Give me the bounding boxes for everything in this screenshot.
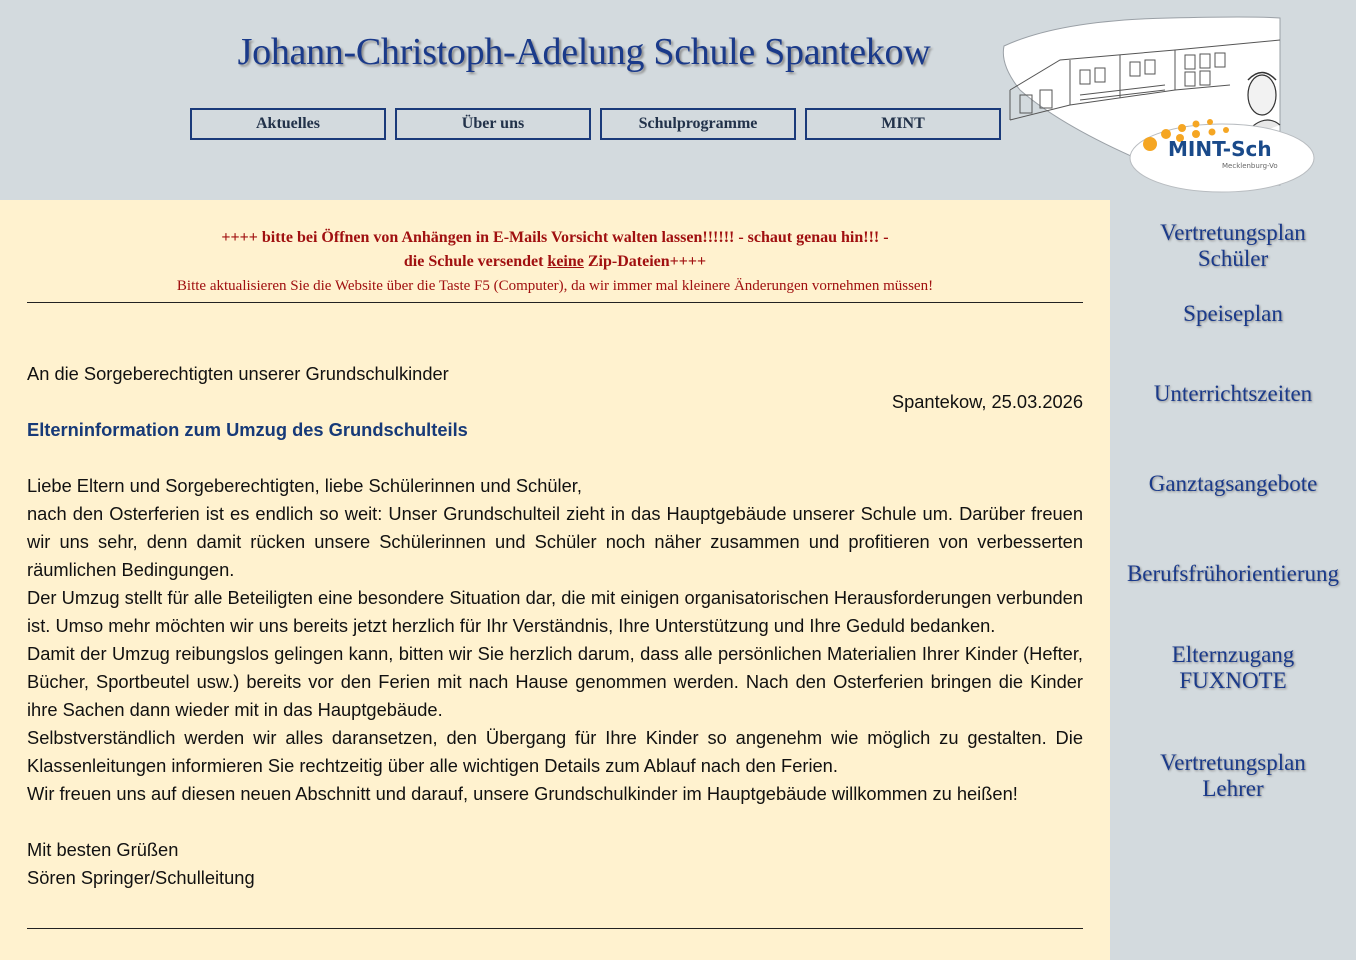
sidebar-link-vertretungsplan-schueler[interactable]: Vertretungsplan Schüler <box>1160 220 1306 271</box>
letter-paragraph: Damit der Umzug reibungslos gelingen kann, bitten wir Sie herzlich darum, dass alle persönlichen Materialien Ihrer Kinder (Hefter, Bücher, Sportbeutel usw.) bereits vor den Ferien mit nach Hause genommen werden. Nach den Osterferien bringen die Kinder ihre Sachen dann wieder mit in das Hauptgebäude. <box>27 643 1083 720</box>
header <box>0 0 1280 200</box>
letter-paragraph: Wir freuen uns auf diesen neuen Abschnitt und darauf, unsere Grundschulkinder im Hauptgebäude willkommen zu heißen! <box>27 783 1018 804</box>
nav-button-ueber-uns[interactable]: Über uns <box>395 108 591 140</box>
sidebar-link-ganztagsangebote[interactable]: Ganztagsangebote <box>1148 471 1318 496</box>
letter-closing: Mit besten Grüßen <box>27 839 179 860</box>
notice-banner <box>27 226 1083 298</box>
divider-top <box>27 302 1083 303</box>
svg-text:Mecklenburg-Vo: Mecklenburg-Vo <box>1222 162 1278 170</box>
letter-paragraph: Selbstverständlich werden wir alles daransetzen, den Übergang für Ihre Kinder so angenehm wie möglich zu gestalten. Die Klassenleitungen informieren Sie rechtzeitig über alle wichtigen Details zum Ablauf nach den Ferien. <box>27 727 1083 776</box>
nav-button-aktuelles[interactable]: Aktuelles <box>190 108 386 140</box>
sidebar-link-vertretungsplan-lehrer[interactable]: Vertretungsplan Lehrer <box>1160 750 1306 801</box>
notice-line-3: Bitte aktualisieren Sie die Website über die Taste F5 (Computer), da wir immer mal kleinere Änderungen vornehmen müssen! <box>176 278 934 294</box>
letter <box>27 360 1083 892</box>
sidebar-link-unterrichtszeiten[interactable]: Unterrichtszeiten <box>1153 381 1313 406</box>
letter-paragraph: Der Umzug stellt für alle Beteiligten eine besondere Situation dar, die mit einigen organisatorischen Herausforderungen verbunden ist. Umso mehr möchten wir uns bereits jetzt herzlich für Ihr Verständnis, Ihre Unterstützung und Ihre Geduld bedanken. <box>27 587 1083 636</box>
letter-subject: Elterninformation zum Umzug des Grundschulteils <box>27 419 468 440</box>
sidebar-link-speiseplan[interactable]: Speiseplan <box>1183 301 1283 326</box>
site-title: Johann-Christoph-Adelung Schule Spantekow <box>237 31 931 73</box>
letter-greeting: Liebe Eltern und Sorgeberechtigten, liebe Schülerinnen und Schüler, <box>27 475 582 496</box>
notice-line-2: die Schule versendet keine Zip-Dateien++++ <box>403 253 707 270</box>
divider-bottom <box>27 928 1083 929</box>
nav-button-mint[interactable]: MINT <box>805 108 1001 140</box>
sidebar <box>1110 200 1340 960</box>
nav-button-schulprogramme[interactable]: Schulprogramme <box>600 108 796 140</box>
school-building-logo[interactable] <box>1000 10 1280 188</box>
letter-place-date: Spantekow, 25.03.2026 <box>891 391 1083 412</box>
letter-recipient: An die Sorgeberechtigten unserer Grundschulkinder <box>27 363 449 384</box>
svg-text:MINT-Sch: MINT-Sch <box>1168 137 1272 161</box>
letter-paragraph: nach den Osterferien ist es endlich so weit: Unser Grundschulteil zieht in das Hauptgebäude unserer Schule um. Darüber freuen wir uns sehr, denn damit rücken unsere Schülerinnen und Schüler noch näher zusammen und profitieren von verbesserten räumlichen Bedingungen. <box>27 503 1083 580</box>
notice-line-1: ++++ bitte bei Öffnen von Anhängen in E-Mails Vorsicht walten lassen!!!!!! - schaut genau hin!!! - <box>221 229 889 246</box>
main-content <box>0 200 1110 960</box>
notice-emphasis: keine <box>547 253 584 270</box>
sidebar-link-berufsfruehorientierung[interactable]: Berufsfrühorientierung <box>1126 561 1340 586</box>
letter-signature: Sören Springer/Schulleitung <box>27 867 255 888</box>
sidebar-link-elternzugang-fuxnote[interactable]: Elternzugang FUXNOTE <box>1171 642 1295 693</box>
